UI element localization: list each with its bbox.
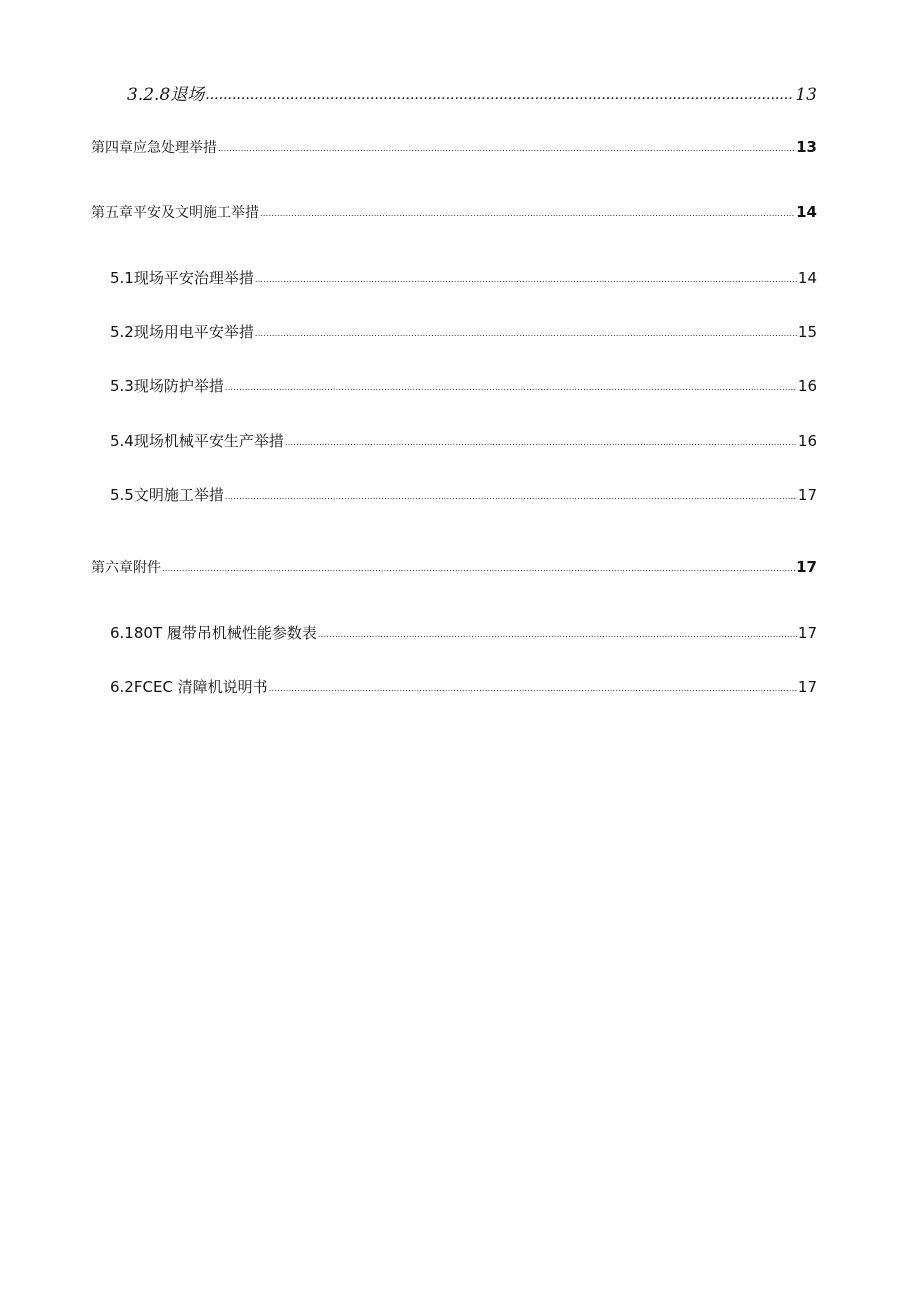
toc-title: 现场用电平安举措 [133,323,254,341]
dot-leader [218,139,795,155]
toc-title: 现场机械平安生产举措 [133,432,284,450]
toc-page-number: 15 [797,323,817,341]
dot-leader [255,268,797,286]
dot-leader [225,485,797,503]
toc-number: 5.4 [110,432,134,450]
dot-leader [162,559,795,575]
toc-title: 第六章附件 [91,560,161,576]
dot-leader [318,623,797,641]
toc-entry-6-2[interactable] [110,676,817,697]
toc-number: 5.5 [110,486,134,504]
dot-leader [255,322,797,340]
toc-entry-6-1[interactable] [110,622,817,643]
dot-leader [205,84,794,104]
toc-entry-chapter-6[interactable] [91,557,817,577]
toc-title: 80T 履带吊机械性能参数表 [133,624,317,642]
toc-entry-5-5[interactable] [110,484,817,505]
dot-leader [285,431,797,449]
toc-page-number: 13 [796,138,817,156]
toc-number: 5.3 [110,377,134,395]
toc-number: 6.2 [110,678,134,696]
toc-entry-5-1[interactable] [110,267,817,288]
toc-title: 第五章平安及文明施工举措 [91,205,259,221]
toc-title: 退场 [170,85,205,105]
dot-leader [260,204,795,220]
toc-page-number: 13 [795,85,817,105]
toc-entry-chapter-4[interactable] [91,137,817,157]
dot-leader [269,677,797,695]
toc-title: 现场防护举措 [133,377,224,395]
dot-leader [225,376,797,394]
toc-number: 5.1 [110,269,134,287]
toc-page-number: 16 [797,377,817,395]
toc-entry-chapter-5[interactable] [91,202,817,222]
toc-page-number: 17 [797,624,817,642]
toc-title: 现场平安治理举措 [133,269,254,287]
toc-number: 6.1 [110,624,134,642]
toc-page-number: 17 [797,678,817,696]
toc-entry-5-4[interactable] [110,430,817,451]
toc-page-number: 14 [796,203,817,221]
toc-entry-5-2[interactable] [110,321,817,342]
toc-page-number: 16 [797,432,817,450]
toc-page-number: 17 [796,558,817,576]
toc-page-number: 17 [797,486,817,504]
toc-entry-5-3[interactable] [110,375,817,396]
toc-number: 3.2.8 [127,85,171,105]
toc-entry-3-2-8[interactable] [127,80,817,105]
toc-title: 文明施工举措 [133,486,224,504]
toc-number: 5.2 [110,323,134,341]
toc-title: FCEC 清障机说明书 [133,678,268,696]
toc-title: 第四章应急处理举措 [91,140,217,156]
toc-page-number: 14 [797,269,817,287]
